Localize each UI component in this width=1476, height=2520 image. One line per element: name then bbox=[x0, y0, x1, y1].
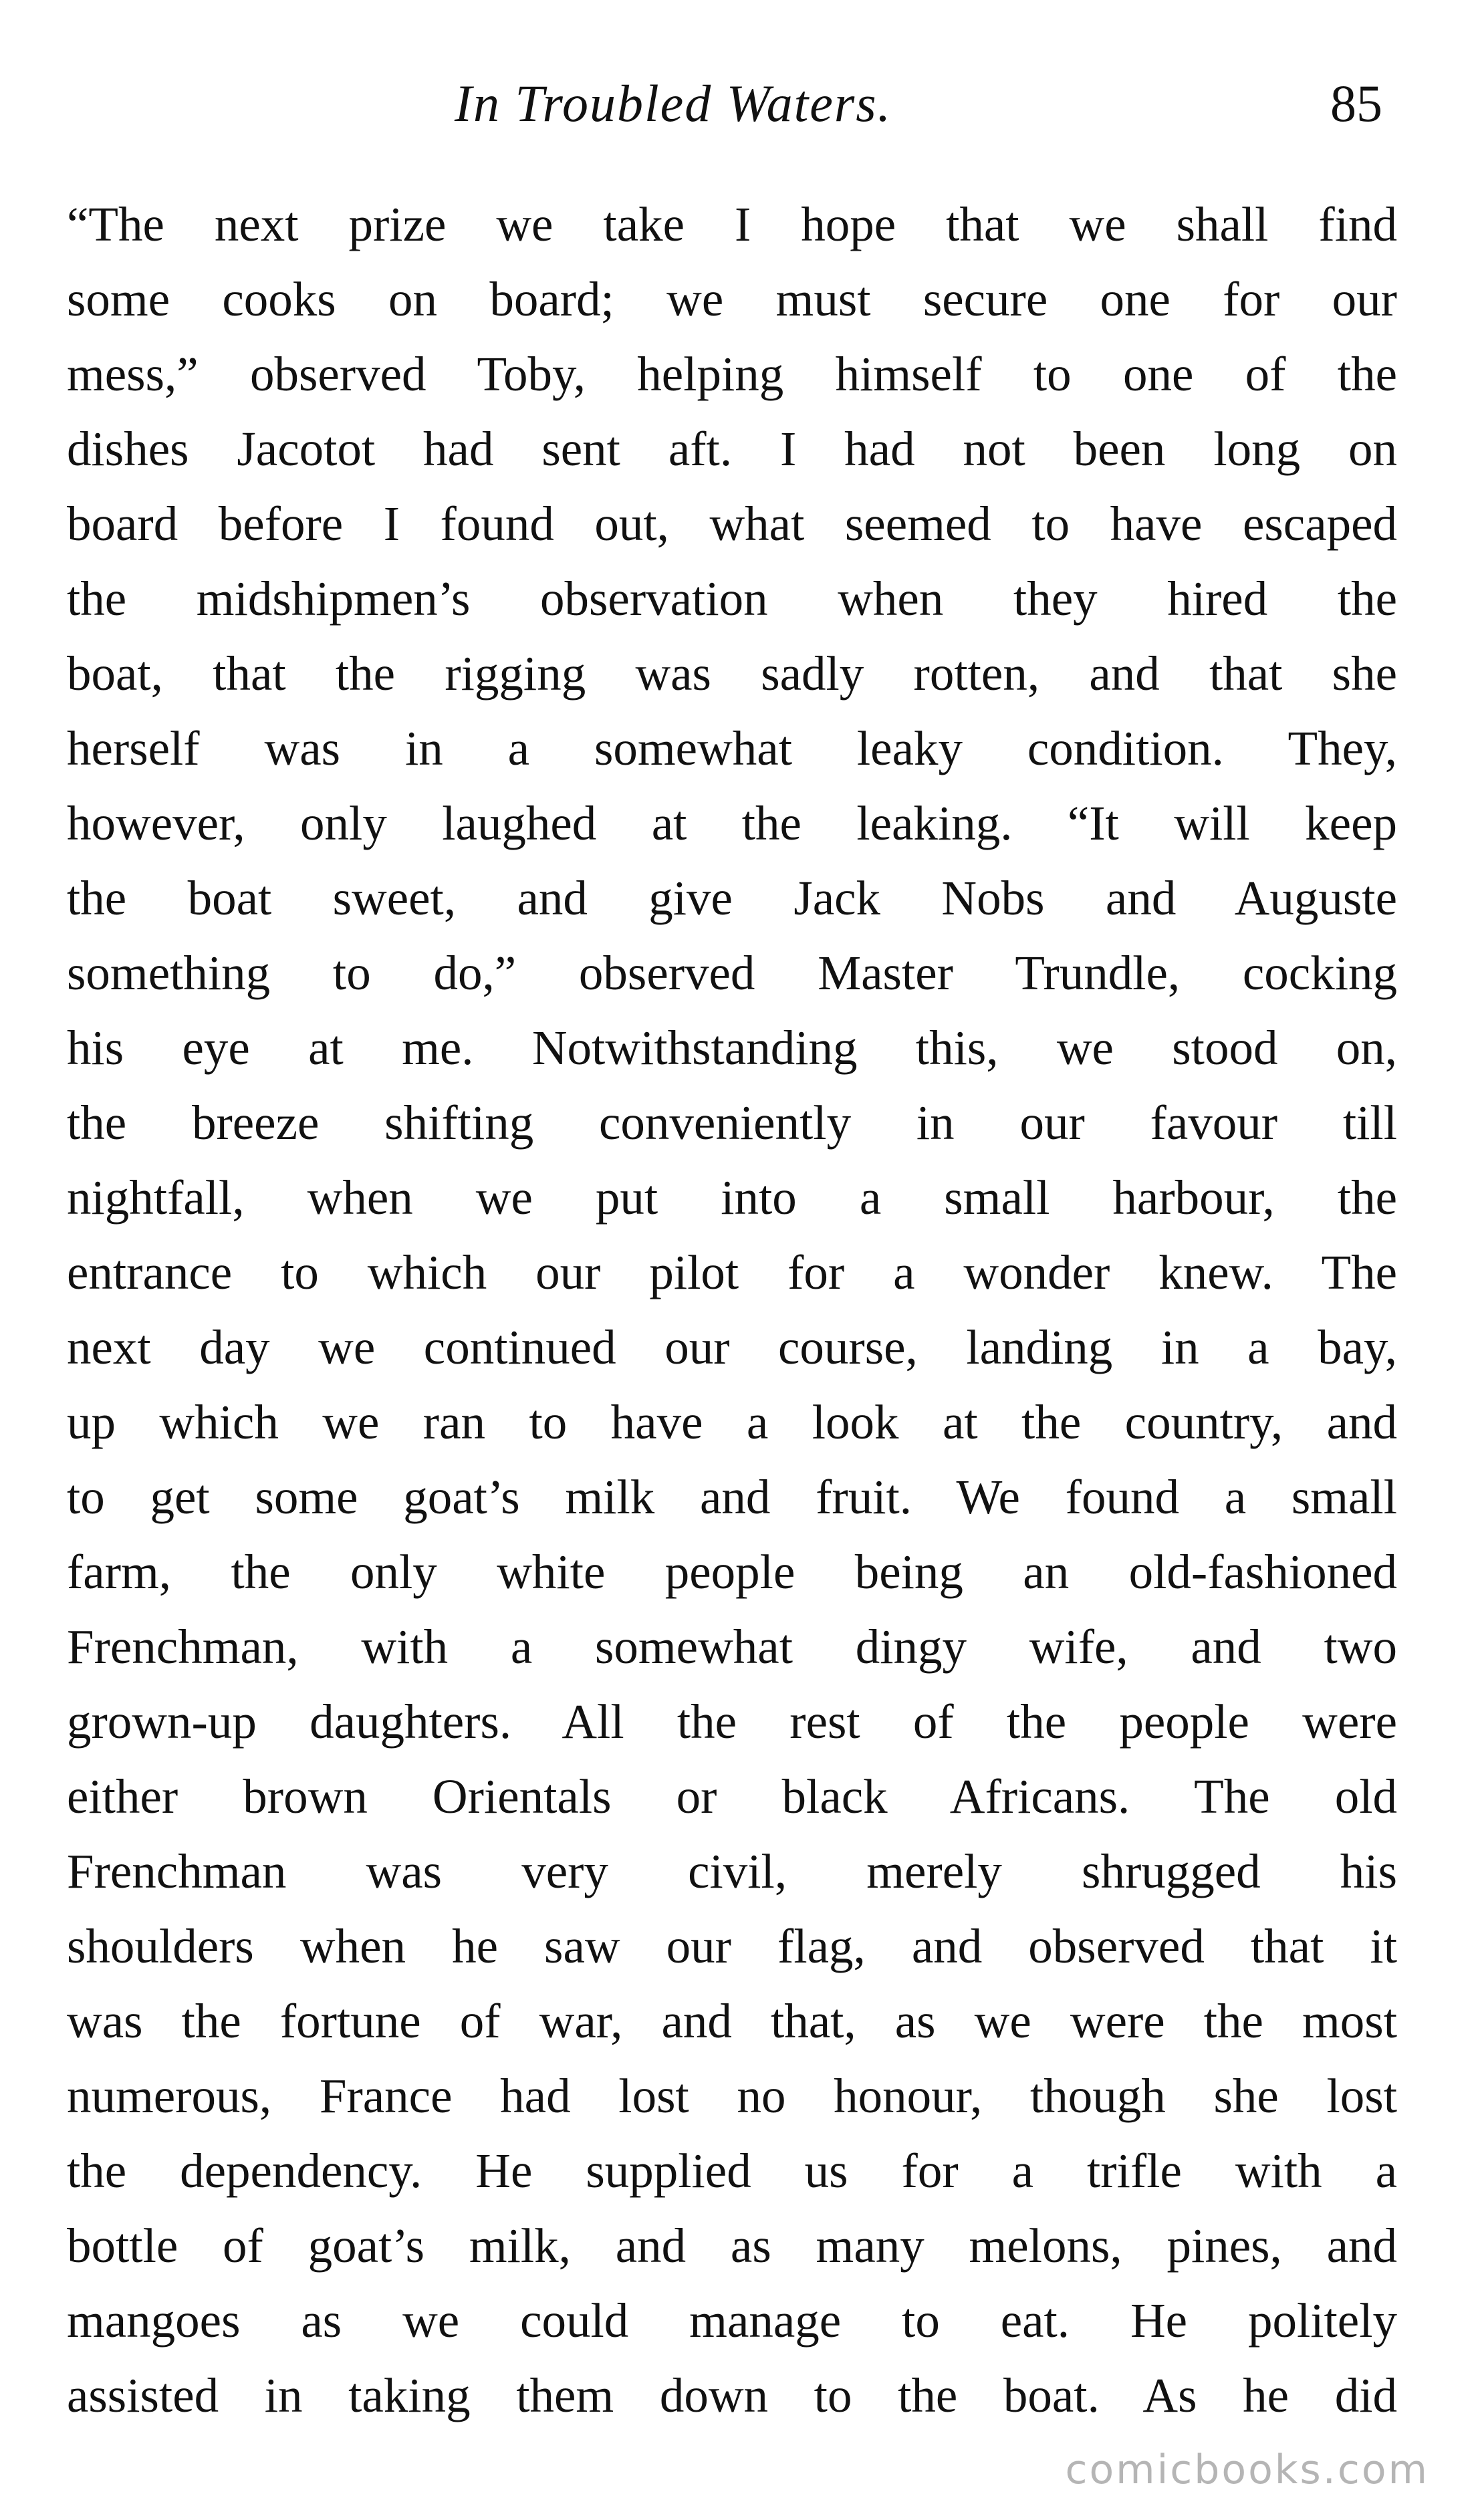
text-line: was the fortune of war, and that, as we were the most bbox=[67, 1994, 1397, 2048]
page-number: 85 bbox=[1330, 74, 1382, 132]
text-line: up which we ran to have a look at the country, and bbox=[67, 1395, 1397, 1449]
text-line: numerous, France had lost no honour, though she lost bbox=[67, 2069, 1397, 2123]
text-line: herself was in a somewhat leaky condition. They, bbox=[67, 721, 1397, 775]
text-line: however, only laughed at the leaking. “It will keep bbox=[67, 796, 1397, 850]
watermark: comicbooks.com bbox=[1065, 2446, 1429, 2493]
text-line: mess,” observed Toby, helping himself to one of the bbox=[67, 347, 1397, 401]
text-line: nightfall, when we put into a small harbour, the bbox=[67, 1170, 1397, 1225]
text-line: shoulders when he saw our flag, and observed that it bbox=[67, 1919, 1397, 1973]
text-line: the breeze shifting conveniently in our favour till bbox=[67, 1096, 1397, 1150]
text-line: mangoes as we could manage to eat. He politely bbox=[67, 2293, 1397, 2348]
text-line: the boat sweet, and give Jack Nobs and Auguste bbox=[67, 871, 1397, 925]
text-line: the dependency. He supplied us for a trifle with a bbox=[67, 2144, 1397, 2198]
text-line: his eye at me. Notwithstanding this, we stood on, bbox=[67, 1021, 1397, 1075]
running-header bbox=[0, 64, 1476, 144]
text-line: farm, the only white people being an old-fashioned bbox=[67, 1545, 1397, 1599]
text-line: some cooks on board; we must secure one for our bbox=[67, 272, 1397, 326]
text-line: next day we continued our course, landing in a bay, bbox=[67, 1320, 1397, 1374]
text-line: entrance to which our pilot for a wonder knew. The bbox=[67, 1245, 1397, 1299]
text-line: bottle of goat’s milk, and as many melons, pines, and bbox=[67, 2219, 1397, 2273]
text-line: board before I found out, what seemed to have escaped bbox=[67, 497, 1397, 551]
text-line: boat, that the rigging was sadly rotten, and that she bbox=[67, 646, 1397, 701]
text-line: Frenchman was very civil, merely shrugged his bbox=[67, 1844, 1397, 1898]
text-line: dishes Jacotot had sent aft. I had not been long on bbox=[67, 422, 1397, 476]
text-line: assisted in taking them down to the boat. As he did bbox=[67, 2368, 1397, 2422]
text-line: Frenchman, with a somewhat dingy wife, and two bbox=[67, 1620, 1397, 1674]
text-line: the midshipmen’s observation when they hired the bbox=[67, 572, 1397, 626]
text-line: “The next prize we take I hope that we shall find bbox=[67, 197, 1397, 251]
body-text bbox=[67, 187, 1397, 2433]
text-line: something to do,” observed Master Trundle, cocking bbox=[67, 946, 1397, 1000]
running-title: In Troubled Waters. bbox=[455, 74, 892, 132]
text-line: either brown Orientals or black Africans. The old bbox=[67, 1769, 1397, 1823]
text-line: to get some goat’s milk and fruit. We found a small bbox=[67, 1470, 1397, 1524]
text-line: grown-up daughters. All the rest of the people were bbox=[67, 1694, 1397, 1749]
